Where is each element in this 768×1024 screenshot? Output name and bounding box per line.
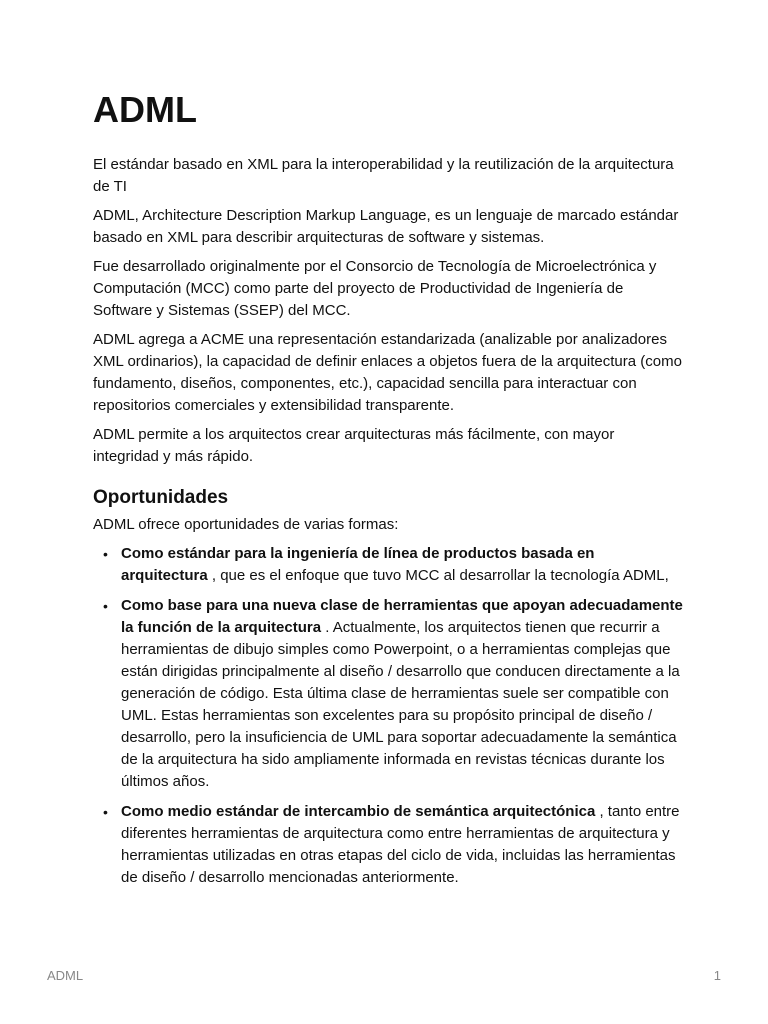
list-item-text: , que es el enfoque que tuvo MCC al desarrollar la tecnología ADML, [207,567,669,584]
footer-page-number: 1 [713,968,721,983]
list-item-bold: Como medio estándar de intercambio de semántica arquitectónica [121,803,596,820]
page-title: ADML [93,89,197,130]
list-item [103,543,683,587]
bullet-icon: • [103,546,108,562]
body-paragraph: ADML agrega a ACME una representación estandarizada (analizable por analizadores XML ordinarios), la capacidad de definir enlaces a objetos fuera de la arquitectura (como fundamento, diseños, componentes, etc.), capacidad sencilla para interactuar con repositorios comerciales y extensibilidad transparente. [93,331,682,414]
list-item [103,595,683,793]
list-item-bold: Como estándar para la ingeniería de línea de productos basada en arquitectura [121,545,595,584]
bullet-icon: • [103,804,108,820]
body-paragraph: ADML, Architecture Description Markup Language, es un lenguaje de marcado estándar basado en XML para describir arquitecturas de software y sistemas. [93,207,679,246]
bullet-icon: • [103,598,108,614]
footer-document-title: ADML [47,968,84,983]
document-page [93,88,683,897]
body-paragraph: Fue desarrollado originalmente por el Consorcio de Tecnología de Microelectrónica y Computación (MCC) como parte del proyecto de Productividad de Ingeniería de Software y Sistemas (SSEP) del MCC. [93,258,657,319]
opportunities-list [93,543,683,889]
subtitle-paragraph: El estándar basado en XML para la interoperabilidad y la reutilización de la arquitectura de TI [93,156,674,195]
list-item [103,801,683,889]
body-paragraph: ADML permite a los arquitectos crear arquitecturas más fácilmente, con mayor integridad y más rápido. [93,426,615,465]
section-intro: ADML ofrece oportunidades de varias formas: [93,516,399,533]
list-item-bold: Como base para una nueva clase de herramientas que apoyan adecuadamente la función de la arquitectura [121,597,683,636]
section-heading: Oportunidades [93,487,229,508]
list-item-text: . Actualmente, los arquitectos tienen que recurrir a herramientas de dibujo simples como Powerpoint, o a herramientas complejas que están dirigidas principalmente al diseño / desarrollo que conducen directamente a la generación de código. Esta última clase de herramientas suele ser compatible con UML. Estas herramientas son excelentes para su propósito principal de diseño / desarrollo, pero la insuficiencia de UML para soportar adecuadamente la semántica de la arquitectura ha sido ampliamente informada en revistas técnicas durante los últimos años. [121,619,680,790]
list-item-text: , tanto entre diferentes herramientas de arquitectura como entre herramientas de arquitectura y herramientas utilizadas en otras etapas del ciclo de vida, incluidas las herramientas de diseño / desarrollo mencionadas anteriormente. [121,803,680,886]
